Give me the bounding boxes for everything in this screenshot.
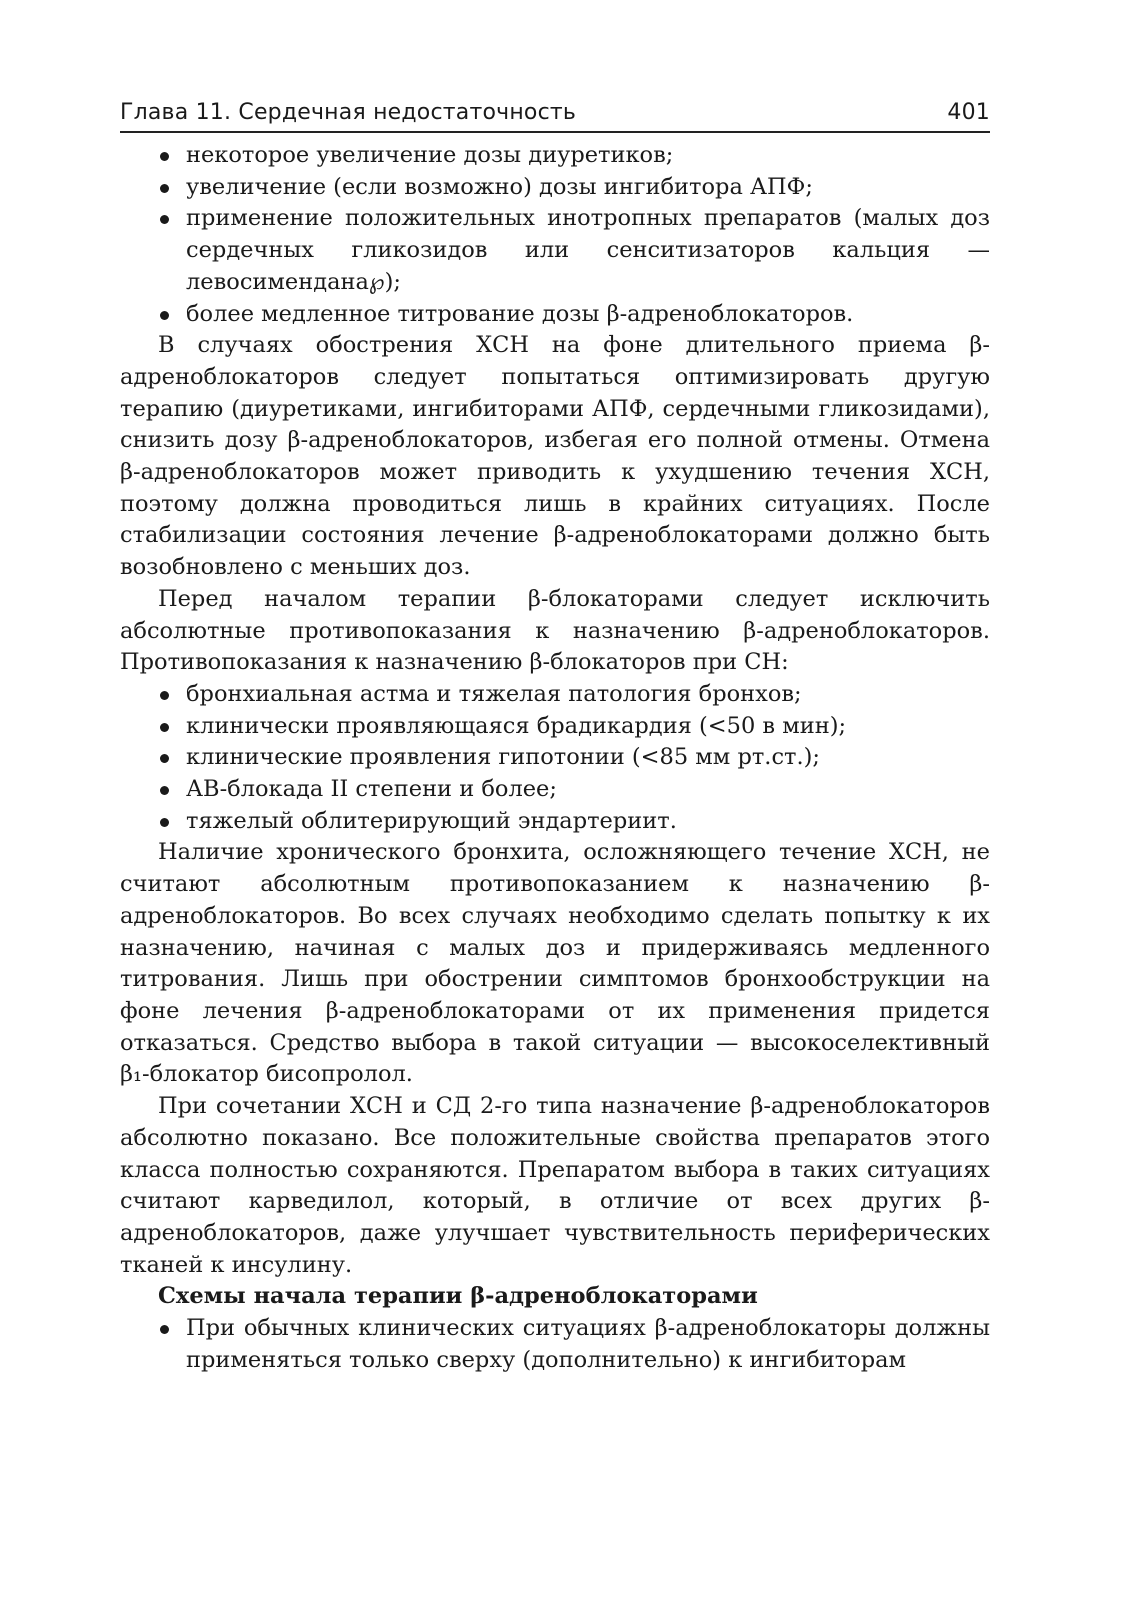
list-item: увеличение (если возможно) дозы ингибитора АПФ; [120, 172, 990, 204]
paragraph-exacerbation: В случаях обострения ХСН на фоне длительного приема β-адреноблокаторов следует попытаться оптимизировать другую терапию (диуретиками, ингибиторами АПФ, сердечными гликозидами), снизить дозу β-адреноблокаторов, избегая его полной отмены. Отмена β-адреноблокаторов может приводить к ухудшению течения ХСН, поэтому должна проводиться лишь в крайних ситуациях. После стабилизации состояния лечение β-адреноблокаторами должно быть возобновлено с меньших доз. [120, 332, 990, 581]
list-item: бронхиальная астма и тяжелая патология бронхов; [120, 679, 990, 711]
bullet-list-contraindications [120, 679, 990, 838]
page-number: 401 [947, 100, 990, 125]
chapter-title: Глава 11. Сердечная недостаточность [120, 100, 577, 125]
book-page [120, 100, 990, 1376]
paragraph-bronchitis: Наличие хронического бронхита, осложняющего течение ХСН, не считают абсолютным противопоказанием к назначению β-адреноблокаторов. Во всех случаях необходимо сделать попытку к их назначению, начиная с малых доз и придерживаясь медленного титрования. Лишь при обострении симптомов бронхообструкции на фоне лечения β-адреноблокаторами от их применения придется отказаться. Средство выбора в такой ситуации — высокоселективный β₁-блокатор бисопролол. [120, 839, 990, 1088]
list-item: клинические проявления гипотонии (<85 мм рт.ст.); [120, 742, 990, 774]
page-body [120, 140, 990, 1376]
list-item: АВ-блокада II степени и более; [120, 774, 990, 806]
list-item: тяжелый облитерирующий эндартериит. [120, 806, 990, 838]
section-heading: Схемы начала терапии β-адреноблокаторами [158, 1283, 758, 1310]
list-item: При обычных клинических ситуациях β-адреноблокаторы должны применяться только сверху (дополнительно) к ингибиторам [120, 1313, 990, 1376]
bullet-list-schemes [120, 1313, 990, 1376]
paragraph-diabetes: При сочетании ХСН и СД 2-го типа назначение β-адреноблокаторов абсолютно показано. Все положительные свойства препаратов этого класса полностью сохраняются. Препаратом выбора в таких ситуациях считают карведилол, который, в отличие от всех других β-адреноблокаторов, даже улучшает чувствительность периферических тканей к инсулину. [120, 1093, 990, 1278]
list-item: более медленное титрование дозы β-адреноблокаторов. [120, 299, 990, 331]
paragraph-contraindications-intro: Перед началом терапии β-блокаторами следует исключить абсолютные противопоказания к назначению β-адреноблокаторов. Противопоказания к назначению β-блокаторов при СН: [120, 585, 990, 676]
list-item: применение положительных инотропных препаратов (малых доз сердечных гликозидов или сенситизаторов кальция — левосимендана℘); [120, 203, 990, 298]
list-item: некоторое увеличение дозы диуретиков; [120, 140, 990, 172]
running-header [120, 100, 990, 133]
list-item: клинически проявляющаяся брадикардия (<50 в мин); [120, 711, 990, 743]
bullet-list-adjustments [120, 140, 990, 330]
